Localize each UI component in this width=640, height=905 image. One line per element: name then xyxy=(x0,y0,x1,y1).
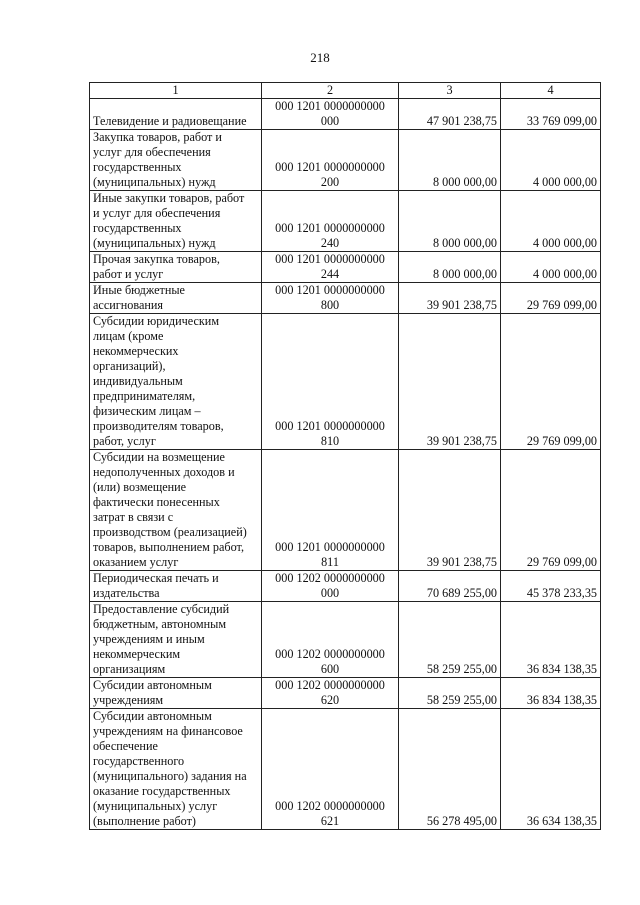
row-value-col3 xyxy=(399,252,501,283)
row-name-cell xyxy=(90,709,262,830)
row-value-col3-text: 8 000 000,00 xyxy=(433,175,497,189)
row-name-cell-text: Иные закупки товаров, работ и услуг для обеспечения государственных (муниципальных) нужд xyxy=(93,191,245,250)
row-value-col4-text: 29 769 099,00 xyxy=(526,298,597,312)
row-name-cell xyxy=(90,571,262,602)
row-code-cell-text: 000 1201 0000000000 000 xyxy=(275,99,385,128)
row-value-col3-text: 58 259 255,00 xyxy=(426,693,497,707)
row-name-cell-text: Телевидение и радиовещание xyxy=(93,114,247,128)
table-row xyxy=(90,252,601,283)
row-value-col4 xyxy=(501,283,601,314)
row-value-col4 xyxy=(501,252,601,283)
table-row xyxy=(90,130,601,191)
row-name-cell-text: Субсидии на возмещение недополученных доходов и (или) возмещение фактически понесенных затрат в связи с производством (реализацией) товаров, выполнением работ, оказанием услуг xyxy=(93,450,247,569)
row-code-cell xyxy=(262,283,399,314)
row-code-cell-text: 000 1201 0000000000 200 xyxy=(275,160,385,189)
table-row xyxy=(90,314,601,450)
row-name-cell xyxy=(90,283,262,314)
row-code-cell xyxy=(262,571,399,602)
row-name-cell xyxy=(90,130,262,191)
row-code-cell-text: 000 1201 0000000000 240 xyxy=(275,221,385,250)
table-row xyxy=(90,571,601,602)
header-cell: 4 xyxy=(501,83,601,99)
row-value-col3 xyxy=(399,450,501,571)
row-value-col3 xyxy=(399,602,501,678)
row-value-col4-text: 45 378 233,35 xyxy=(526,586,597,600)
row-name-cell-text: Периодическая печать и издательства xyxy=(93,571,219,600)
row-code-cell xyxy=(262,709,399,830)
table-row xyxy=(90,450,601,571)
row-name-cell-text: Предоставление субсидий бюджетным, автономным учреждениям и иным некоммерческим организациям xyxy=(93,602,230,676)
row-name-cell-text: Прочая закупка товаров, работ и услуг xyxy=(93,252,220,281)
row-value-col4 xyxy=(501,314,601,450)
row-name-cell xyxy=(90,99,262,130)
row-value-col4-text: 33 769 099,00 xyxy=(526,114,597,128)
table-row xyxy=(90,283,601,314)
row-name-cell-text: Субсидии автономным учреждениям xyxy=(93,678,212,707)
row-value-col3-text: 70 689 255,00 xyxy=(426,586,497,600)
row-value-col4 xyxy=(501,450,601,571)
header-cell: 3 xyxy=(399,83,501,99)
header-cell: 1 xyxy=(90,83,262,99)
row-value-col4 xyxy=(501,602,601,678)
row-value-col4-text: 36 834 138,35 xyxy=(526,662,597,676)
page-number: 218 xyxy=(310,50,330,65)
row-name-cell-text: Субсидии юридическим лицам (кроме некоммерческих организаций), индивидуальным предпринимателям, физическим лицам – производителям товаров, работ, услуг xyxy=(93,314,224,448)
row-code-cell-text: 000 1202 0000000000 600 xyxy=(275,647,385,676)
row-value-col3 xyxy=(399,283,501,314)
row-value-col3-text: 56 278 495,00 xyxy=(426,814,497,828)
table-row xyxy=(90,99,601,130)
row-code-cell-text: 000 1202 0000000000 621 xyxy=(275,799,385,828)
row-value-col3-text: 39 901 238,75 xyxy=(426,298,497,312)
row-name-cell xyxy=(90,678,262,709)
row-value-col3-text: 58 259 255,00 xyxy=(426,662,497,676)
row-code-cell-text: 000 1201 0000000000 810 xyxy=(275,419,385,448)
table-row xyxy=(90,709,601,830)
row-code-cell xyxy=(262,450,399,571)
row-name-cell xyxy=(90,252,262,283)
row-value-col4-text: 36 834 138,35 xyxy=(526,693,597,707)
row-code-cell-text: 000 1202 0000000000 620 xyxy=(275,678,385,707)
row-name-cell xyxy=(90,602,262,678)
row-value-col3-text: 39 901 238,75 xyxy=(426,555,497,569)
row-value-col4 xyxy=(501,130,601,191)
row-value-col3 xyxy=(399,191,501,252)
row-value-col3-text: 8 000 000,00 xyxy=(433,267,497,281)
row-value-col4 xyxy=(501,191,601,252)
header-cell: 2 xyxy=(262,83,399,99)
row-value-col4-text: 29 769 099,00 xyxy=(526,555,597,569)
table-row xyxy=(90,191,601,252)
row-value-col4 xyxy=(501,709,601,830)
row-code-cell xyxy=(262,252,399,283)
row-code-cell-text: 000 1201 0000000000 800 xyxy=(275,283,385,312)
row-value-col4-text: 36 634 138,35 xyxy=(526,814,597,828)
row-value-col3 xyxy=(399,130,501,191)
row-code-cell xyxy=(262,602,399,678)
row-code-cell xyxy=(262,99,399,130)
header-row xyxy=(90,83,601,99)
row-value-col3 xyxy=(399,678,501,709)
table-row xyxy=(90,602,601,678)
row-name-cell-text: Иные бюджетные ассигнования xyxy=(93,283,185,312)
row-value-col4 xyxy=(501,571,601,602)
row-value-col4 xyxy=(501,99,601,130)
row-value-col3 xyxy=(399,571,501,602)
row-name-cell xyxy=(90,450,262,571)
row-value-col3 xyxy=(399,99,501,130)
row-code-cell xyxy=(262,678,399,709)
row-name-cell xyxy=(90,314,262,450)
row-code-cell xyxy=(262,130,399,191)
row-value-col4-text: 4 000 000,00 xyxy=(533,267,597,281)
row-value-col4-text: 4 000 000,00 xyxy=(533,175,597,189)
row-value-col4-text: 29 769 099,00 xyxy=(526,434,597,448)
row-value-col3-text: 8 000 000,00 xyxy=(433,236,497,250)
row-name-cell-text: Закупка товаров, работ и услуг для обеспечения государственных (муниципальных) нужд xyxy=(93,130,222,189)
row-code-cell-text: 000 1201 0000000000 811 xyxy=(275,540,385,569)
row-code-cell-text: 000 1202 0000000000 000 xyxy=(275,571,385,600)
row-code-cell xyxy=(262,314,399,450)
budget-table xyxy=(89,82,601,830)
row-code-cell xyxy=(262,191,399,252)
row-value-col3-text: 47 901 238,75 xyxy=(426,114,497,128)
row-name-cell xyxy=(90,191,262,252)
row-value-col3-text: 39 901 238,75 xyxy=(426,434,497,448)
row-value-col3 xyxy=(399,709,501,830)
table-row xyxy=(90,678,601,709)
row-value-col4-text: 4 000 000,00 xyxy=(533,236,597,250)
row-code-cell-text: 000 1201 0000000000 244 xyxy=(275,252,385,281)
row-value-col3 xyxy=(399,314,501,450)
row-name-cell-text: Субсидии автономным учреждениям на финансовое обеспечение государственного (муниципального) задания на оказание государственных (муниципальных) услуг (выполнение работ) xyxy=(93,709,247,828)
row-value-col4 xyxy=(501,678,601,709)
